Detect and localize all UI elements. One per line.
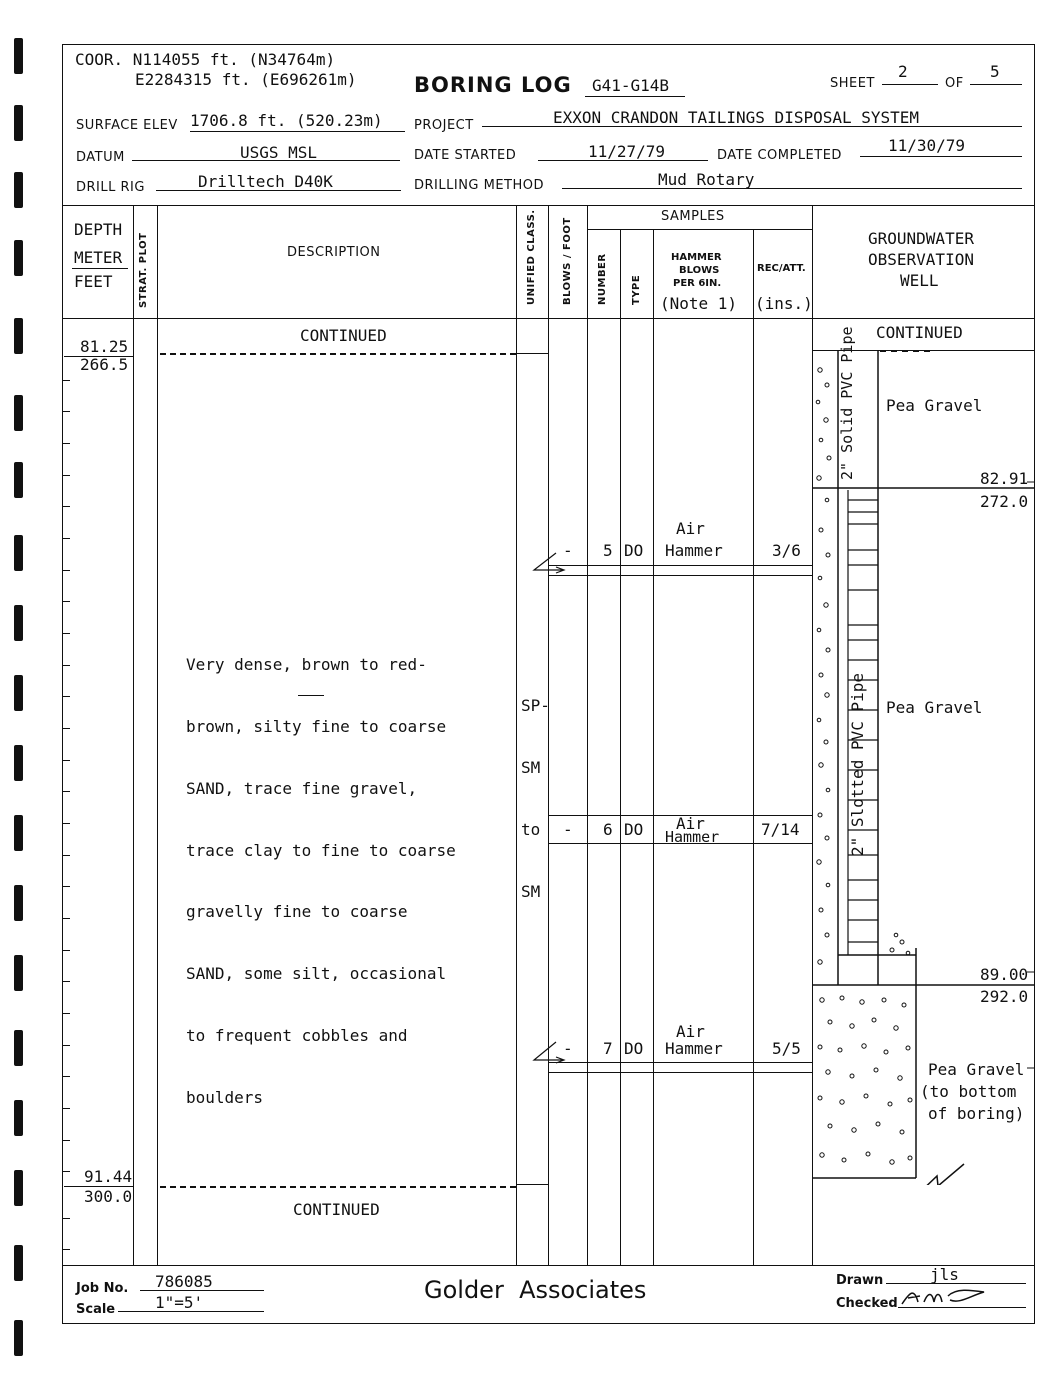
of-label: OF (945, 76, 964, 91)
surface-elev-value: 1706.8 ft. (520.23m) (190, 111, 383, 130)
drill-rig-label: DRILL RIG (76, 180, 145, 195)
sample-hammer-1: Air (676, 519, 705, 538)
sample-hammer-2: Hammer (665, 828, 720, 846)
col-hammer-3: PER 6IN. (673, 278, 722, 289)
drilling-method-label: DRILLING METHOD (414, 178, 545, 193)
pea-gravel-label-1: Pea Gravel (886, 396, 983, 415)
continued-top: CONTINUED (300, 326, 387, 345)
sample-hammer-2: Hammer (665, 541, 723, 560)
date-completed-label: DATE COMPLETED (717, 148, 842, 163)
checked-signature (900, 1284, 990, 1310)
col-hammer-note: (Note 1) (660, 294, 738, 313)
sample-hammer-2: Hammer (665, 1039, 723, 1058)
col-rec-att: REC/ATT. (757, 263, 806, 274)
sheet-label: SHEET (830, 76, 875, 91)
col-meter: METER (74, 248, 123, 267)
col-hammer-1: HAMMER (671, 252, 722, 263)
soil-description: Very dense, brown to red- brown, silty fine to coarse SAND, trace fine gravel, trace clay to fine to coarse gravelly fine to coarse SAND, some silt, occasional to frequent cobbles and boulders (186, 655, 456, 1107)
page-title: BORING LOG (414, 73, 572, 97)
sample-hammer-1: Air (676, 814, 705, 833)
drawn-label: Drawn (836, 1273, 884, 1288)
company-name: Golder Associates (424, 1276, 647, 1304)
col-blows-foot: BLOWS / FOOT (562, 217, 573, 305)
well-marker-2-feet: 292.0 (980, 987, 1029, 1006)
col-groundwater-2: OBSERVATION (868, 250, 974, 269)
depth-bottom-feet: 300.0 (84, 1187, 133, 1206)
job-number: 786085 (155, 1272, 213, 1291)
project-value: EXXON CRANDON TAILINGS DISPOSAL SYSTEM (553, 108, 920, 127)
col-groundwater-1: GROUNDWATER (868, 229, 974, 248)
drawn-value: jls (930, 1265, 959, 1284)
date-started-label: DATE STARTED (414, 148, 517, 163)
sheet-number: 2 (898, 62, 908, 81)
col-description: DESCRIPTION (287, 245, 381, 260)
boring-id: G41-G14B (592, 76, 670, 95)
date-completed-value: 11/30/79 (888, 136, 966, 155)
depth-bottom-meter: 91.44 (84, 1167, 133, 1186)
sheet-total: 5 (990, 62, 1000, 81)
continued-bottom: CONTINUED (293, 1200, 380, 1219)
sample-blows: - (563, 1039, 573, 1058)
project-label: PROJECT (414, 118, 474, 133)
pea-gravel-label-3: Pea Gravel (to bottom of boring) (920, 1060, 1025, 1123)
col-type: TYPE (631, 274, 642, 305)
sample-hammer-1: Air (676, 1022, 705, 1041)
sample-blows: - (563, 820, 573, 839)
sample-type: DO (624, 820, 644, 839)
well-marker-2-meter: 89.00 (980, 965, 1029, 984)
depth-top-feet: 266.5 (80, 355, 129, 374)
datum-value: USGS MSL (240, 143, 318, 162)
well-marker-1-feet: 272.0 (980, 492, 1029, 511)
sample-rec: 7/14 (761, 820, 800, 839)
scale-value: 1"=5' (155, 1293, 204, 1312)
sample-blows: - (563, 541, 573, 560)
well-marker-1-meter: 82.91 (980, 469, 1029, 488)
col-depth: DEPTH (74, 220, 123, 239)
col-samples: SAMPLES (661, 209, 725, 224)
depth-top-meter: 81.25 (80, 337, 129, 356)
sample-rec: 5/5 (772, 1039, 801, 1058)
pea-gravel-label-2: Pea Gravel (886, 698, 983, 717)
col-number: NUMBER (597, 253, 608, 305)
slotted-pipe-label: 2" Slotted PVC Pipe (848, 672, 867, 856)
datum-label: DATUM (76, 150, 125, 165)
solid-pipe-label: 2" Solid PVC Pipe (838, 326, 856, 480)
surface-elev-label: SURFACE ELEV (76, 118, 178, 133)
sample-number: 5 (603, 541, 613, 560)
col-strat-plot: STRAT. PLOT (138, 232, 149, 308)
sample-rec: 3/6 (772, 541, 801, 560)
drilling-method-value: Mud Rotary (658, 170, 755, 189)
sample-type: DO (624, 1039, 644, 1058)
col-hammer-2: BLOWS (679, 265, 720, 276)
scale-label: Scale (76, 1302, 116, 1317)
sample-type: DO (624, 541, 644, 560)
col-unified-class: UNIFIED CLASS. (526, 209, 537, 305)
unified-class-value: SP- SM to SM (521, 696, 550, 901)
col-feet: FEET (74, 272, 113, 291)
blows-leader-marks (520, 530, 590, 1090)
job-label: Job No. (76, 1281, 129, 1296)
date-started-value: 11/27/79 (588, 142, 666, 161)
sample-number: 6 (603, 820, 613, 839)
checked-label: Checked (836, 1296, 898, 1311)
continued-well-top: CONTINUED (876, 323, 963, 342)
sample-number: 7 (603, 1039, 613, 1058)
coordinates-line2: E2284315 ft. (E696261m) (135, 70, 357, 89)
coordinates-line1: COOR. N114055 ft. (N34764m) (75, 50, 336, 69)
col-rec-units: (ins.) (755, 294, 813, 313)
drill-rig-value: Drilltech D40K (198, 172, 333, 191)
col-groundwater-3: WELL (900, 271, 939, 290)
